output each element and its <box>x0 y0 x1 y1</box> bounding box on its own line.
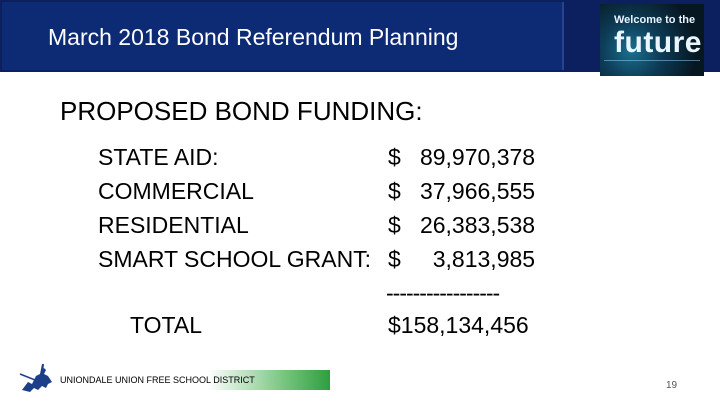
title-panel <box>2 2 564 70</box>
knight-on-horse-icon <box>18 362 58 396</box>
funding-label: STATE AID: <box>98 144 219 170</box>
funding-amount: $ 89,970,378 <box>388 144 536 170</box>
total-label: TOTAL <box>130 312 202 338</box>
funding-label: RESIDENTIAL <box>98 212 249 238</box>
logo-word: future <box>614 26 702 59</box>
page-number: 19 <box>666 380 678 391</box>
funding-heading: PROPOSED BOND FUNDING: <box>60 96 423 126</box>
slide-title: March 2018 Bond Referendum Planning <box>48 24 459 50</box>
footer-bar <box>58 370 330 390</box>
funding-amount: $ 26,383,538 <box>388 212 536 238</box>
total-separator: ----------------- <box>386 280 500 306</box>
funding-amount: $ 3,813,985 <box>388 246 536 272</box>
funding-amount: $ 37,966,555 <box>388 178 536 204</box>
welcome-future-logo <box>600 4 704 76</box>
logo-line <box>604 60 700 61</box>
funding-label: SMART SCHOOL GRANT: <box>98 246 372 272</box>
logo-tagline: Welcome to the <box>614 14 696 26</box>
funding-label: COMMERCIAL <box>98 178 254 204</box>
total-amount: $158,134,456 <box>388 312 529 338</box>
district-name: UNIONDALE UNION FREE SCHOOL DISTRICT <box>60 375 255 385</box>
